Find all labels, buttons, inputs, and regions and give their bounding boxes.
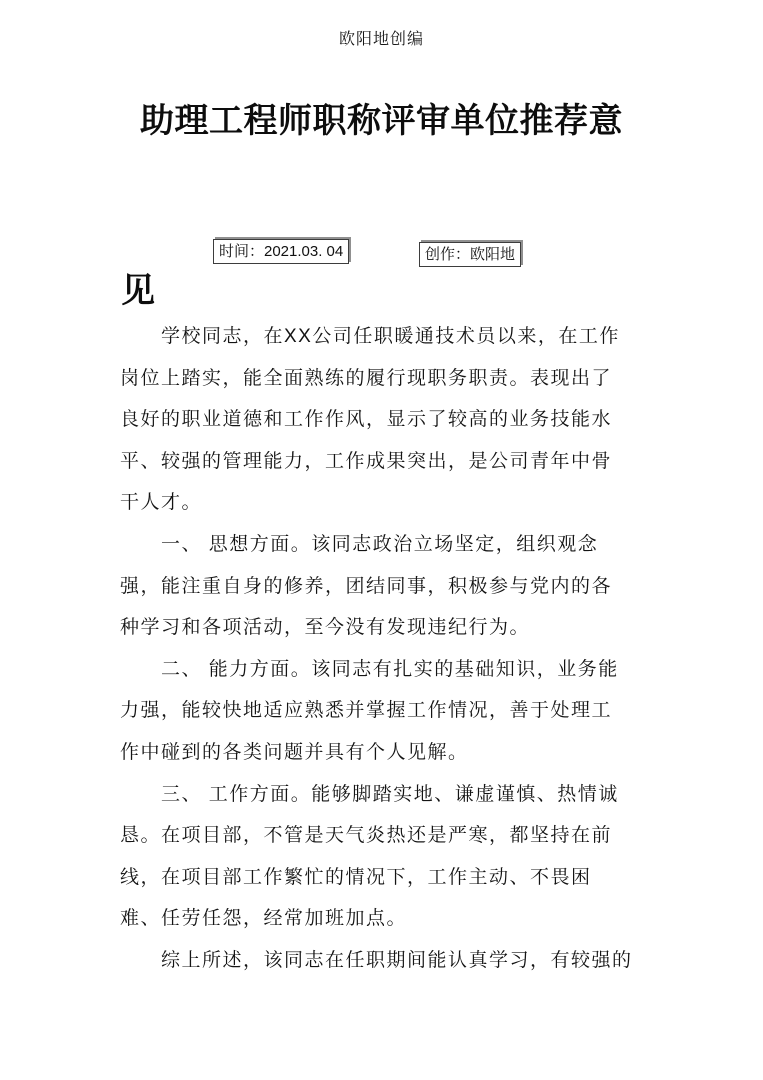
body-line: 力强，能较快地适应熟悉并掌握工作情况，善于处理工 — [120, 700, 613, 722]
body-line: 一、 思想方面。该同志政治立场坚定，组织观念 — [120, 533, 599, 555]
body-line: 三、 工作方面。能够脚踏实地、谦虚谨慎、热情诚 — [120, 783, 619, 805]
body-line: 学校同志，在XX公司任职暖通技术员以来，在工作 — [120, 326, 620, 347]
body-line: 二、 能力方面。该同志有扎实的基础知识，业务能 — [120, 658, 619, 680]
body-line: 岗位上踏实，能全面熟练的履行现职务职责。表现出了 — [120, 367, 613, 389]
body-line: 干人才。 — [120, 492, 203, 514]
document-title-overflow-char: 见 — [121, 272, 155, 310]
author-box: 创作：欧阳地 — [419, 242, 521, 267]
body-line: 强，能注重自身的修养，团结同事，积极参与党内的各 — [120, 575, 613, 597]
document-title: 助理工程师职称评审单位推荐意 — [140, 102, 623, 140]
body-line: 作中碰到的各类问题并具有个人见解。 — [120, 741, 469, 763]
body-line: 良好的职业道德和工作作风，显示了较高的业务技能水 — [120, 409, 613, 431]
body-line: 线，在项目部工作繁忙的情况下，工作主动、不畏困 — [120, 866, 592, 888]
body-line: 种学习和各项活动，至今没有发现违纪行为。 — [120, 617, 531, 639]
document-body — [120, 316, 650, 982]
body-line: 平、较强的管理能力，工作成果突出，是公司青年中骨 — [120, 450, 613, 472]
document-header-author: 欧阳地创编 — [338, 31, 424, 48]
body-line: 难、任劳任怨，经常加班加点。 — [120, 908, 408, 930]
body-line: 恳。在项目部，不管是天气炎热还是严寒，都坚持在前 — [120, 825, 613, 847]
body-line: 综上所述，该同志在任职期间能认真学习，有较强的 — [120, 949, 633, 971]
time-box: 时间：2021.03. 04 — [213, 239, 349, 264]
